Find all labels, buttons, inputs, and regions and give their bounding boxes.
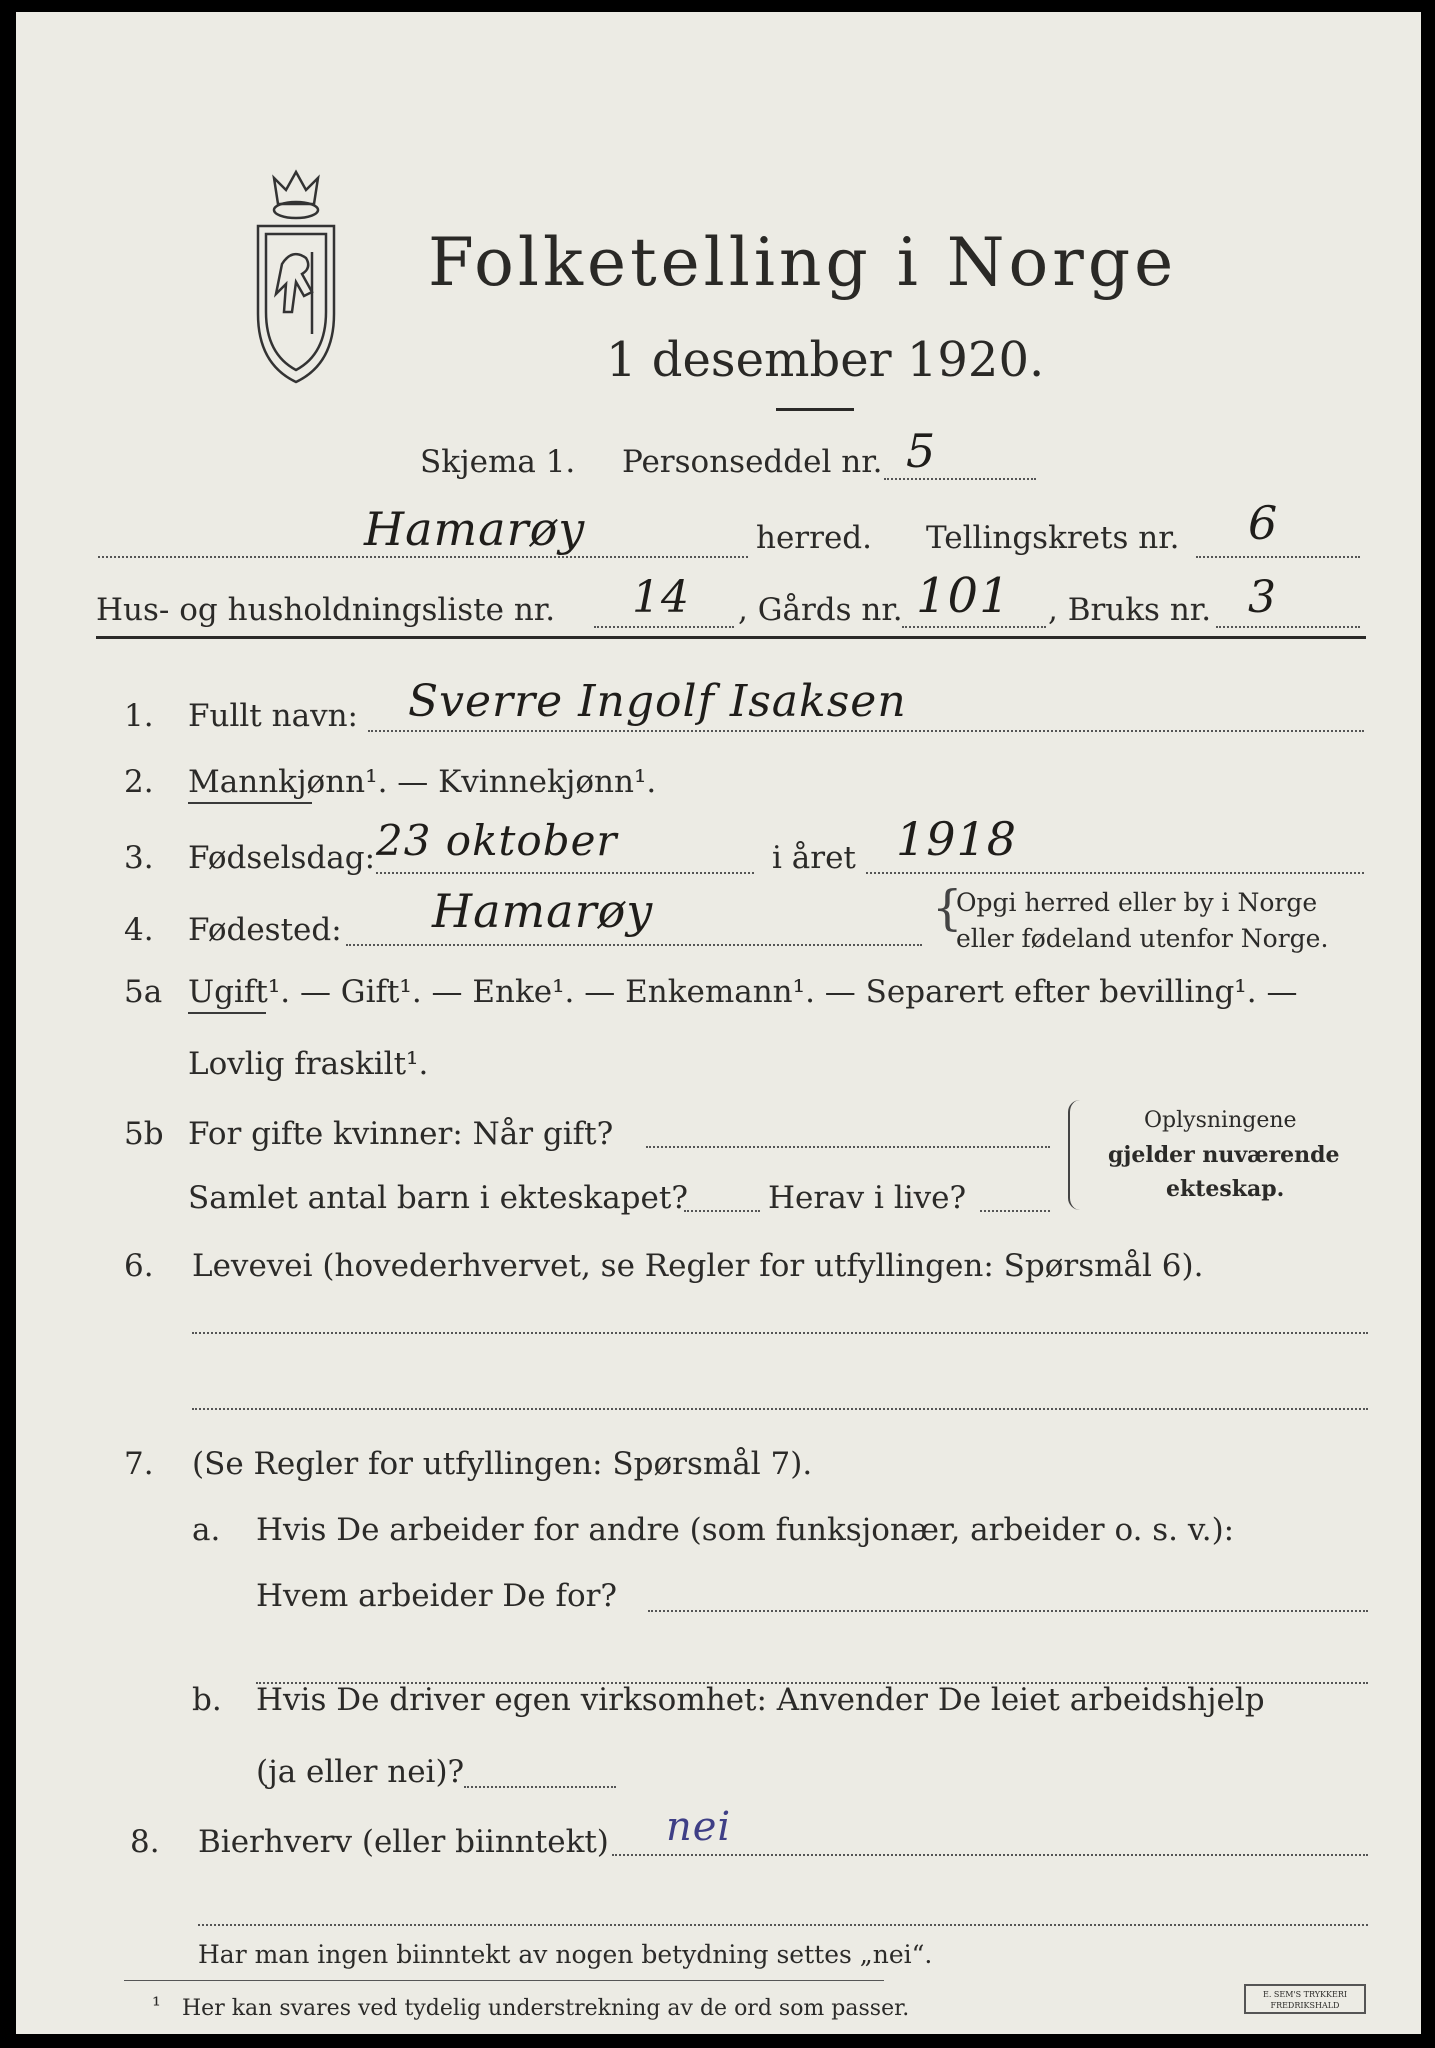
q3-year-line: [866, 872, 1364, 874]
q8-number: 8.: [130, 1824, 160, 1860]
q4-line: [346, 944, 922, 946]
q5b-label-1: For gifte kvinner: Når gift?: [188, 1116, 614, 1152]
printer-stamp-line-1: E. SEM'S TRYKKERI: [1262, 1990, 1348, 1999]
q6-line-2: [192, 1408, 1368, 1410]
q7b-text: Hvis De driver egen virksomhet: Anvender De leiet arbeidshjelp: [256, 1682, 1265, 1718]
tellingskrets-line: [1196, 556, 1360, 558]
q7b-text-2: (ja eller nei)?: [256, 1754, 465, 1790]
q5b-children-line: [684, 1210, 760, 1212]
personseddel-line: [884, 478, 1036, 480]
q6-line-1: [192, 1332, 1368, 1334]
q2-number: 2.: [124, 764, 154, 800]
q4-value: Hamarøy: [432, 884, 654, 938]
q3-year-value: 1918: [896, 812, 1018, 866]
form-title: Folketelling i Norge: [428, 224, 1178, 301]
q4-note-1: Opgi herred eller by i Norge: [956, 888, 1318, 917]
q7a-text-2: Hvem arbeider De for?: [256, 1578, 618, 1614]
q5a-text: Ugift¹. — Gift¹. — Enke¹. — Enkemann¹. — Separert efter bevilling¹. —: [188, 974, 1298, 1010]
herred-line: [98, 556, 748, 558]
coat-of-arms-icon: [248, 164, 344, 384]
q6-text: Levevei (hovederhvervet, se Regler for utfyllingen: Spørsmål 6).: [192, 1248, 1204, 1284]
q8-line: [612, 1854, 1368, 1856]
footnote-mark: ¹: [152, 1994, 161, 2019]
q3-value: 23 oktober: [376, 816, 618, 865]
q7a-line-1: [648, 1610, 1368, 1612]
q6-number: 6.: [124, 1248, 154, 1284]
bruks-label: , Bruks nr.: [1048, 592, 1212, 628]
bruks-value: 3: [1248, 572, 1277, 623]
q2-underline: [188, 802, 312, 804]
q8-value: nei: [666, 1804, 732, 1850]
q1-label: Fullt navn:: [188, 698, 358, 734]
q8-label: Bierhverv (eller biinntekt): [198, 1824, 609, 1860]
printer-stamp-line-2: FREDRIKSHALD: [1270, 2001, 1340, 2010]
herred-value: Hamarøy: [364, 502, 586, 556]
herred-label: herred.: [756, 520, 872, 556]
q5a-number: 5a: [124, 974, 163, 1010]
q3-label: Fødselsdag:: [188, 840, 376, 876]
q8-line-2: [198, 1924, 1368, 1926]
q4-note-2: eller fødeland utenfor Norge.: [956, 924, 1329, 953]
personseddel-label: Personseddel nr.: [622, 444, 883, 480]
q3-year-label: i året: [772, 840, 856, 876]
q7-number: 7.: [124, 1446, 154, 1482]
q5b-married-line: [646, 1146, 1050, 1148]
gards-line: [902, 626, 1046, 628]
gards-label: , Gårds nr.: [738, 592, 903, 628]
footer-rule: [124, 1980, 884, 1981]
title-divider: [776, 408, 854, 411]
q7b-number: b.: [192, 1682, 222, 1718]
q1-number: 1.: [124, 698, 154, 734]
q5b-label-2: Samlet antal barn i ekteskapet?: [188, 1180, 688, 1216]
q5b-note-3: ekteskap.: [1166, 1176, 1285, 1202]
q4-number: 4.: [124, 912, 154, 948]
footnote: Her kan svares ved tydelig understrekning av de ord som passer.: [182, 1996, 910, 2021]
q5b-alive-line: [980, 1210, 1050, 1212]
q4-label: Fødested:: [188, 912, 342, 948]
header-rule: [96, 636, 1366, 639]
q7b-line: [464, 1786, 616, 1788]
hus-value: 14: [632, 572, 690, 623]
census-date: 1 desember 1920.: [606, 332, 1045, 388]
printer-stamp: [1244, 1984, 1366, 2014]
q5b-label-3: Herav i live?: [768, 1180, 967, 1216]
q7-text: (Se Regler for utfyllingen: Spørsmål 7).: [192, 1446, 813, 1482]
q3-line: [376, 872, 754, 874]
q4-brace: {: [932, 880, 963, 936]
census-form: [16, 12, 1421, 2034]
q7a-text: Hvis De arbeider for andre (som funksjonær, arbeider o. s. v.):: [256, 1512, 1235, 1548]
q1-line: [368, 730, 1364, 732]
q5a-underline: [188, 1012, 266, 1014]
personseddel-value: 5: [906, 424, 937, 478]
q1-value: Sverre Ingolf Isaksen: [408, 676, 907, 727]
tellingskrets-label: Tellingskrets nr.: [926, 520, 1180, 556]
q7a-number: a.: [192, 1512, 221, 1548]
q5b-note-2: gjelder nuværende: [1108, 1142, 1340, 1168]
hus-line: [594, 626, 734, 628]
gards-value: 101: [916, 568, 1011, 624]
hus-label: Hus- og husholdningsliste nr.: [96, 592, 556, 628]
q5b-number: 5b: [124, 1116, 164, 1152]
q2-text: Mannkjønn¹. — Kvinnekjønn¹.: [188, 764, 657, 800]
bruks-line: [1216, 626, 1360, 628]
q3-number: 3.: [124, 840, 154, 876]
tellingskrets-value: 6: [1248, 496, 1279, 550]
q5a-text-2: Lovlig fraskilt¹.: [188, 1046, 429, 1082]
q5b-brace: [1068, 1100, 1084, 1210]
footer-note: Har man ingen biinntekt av nogen betydning settes „nei“.: [198, 1940, 933, 1969]
q5b-note-1: Oplysningene: [1144, 1108, 1297, 1133]
schema-label: Skjema 1.: [420, 444, 576, 480]
